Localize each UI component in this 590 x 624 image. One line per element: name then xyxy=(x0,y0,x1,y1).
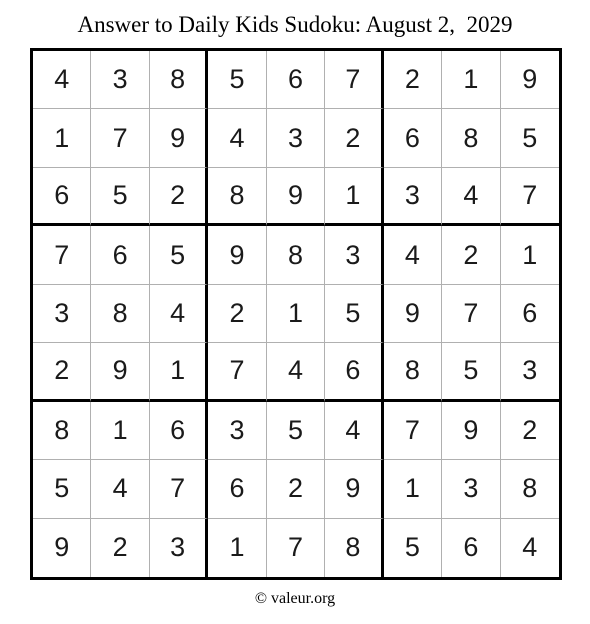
sudoku-cell-r3c2: 5 xyxy=(91,168,149,226)
sudoku-cell-r9c7: 5 xyxy=(384,519,442,577)
sudoku-cell-r6c3: 1 xyxy=(150,343,208,401)
sudoku-cell-r8c6: 9 xyxy=(325,460,383,518)
sudoku-cell-r7c8: 9 xyxy=(442,402,500,460)
sudoku-cell-r1c7: 2 xyxy=(384,51,442,109)
sudoku-cell-r7c7: 7 xyxy=(384,402,442,460)
sudoku-cell-r3c4: 8 xyxy=(208,168,266,226)
sudoku-cell-r7c3: 6 xyxy=(150,402,208,460)
sudoku-cell-r6c4: 7 xyxy=(208,343,266,401)
sudoku-cell-r3c9: 7 xyxy=(501,168,559,226)
sudoku-cell-r4c7: 4 xyxy=(384,226,442,284)
sudoku-cell-r2c1: 1 xyxy=(33,109,91,167)
sudoku-cell-r2c3: 9 xyxy=(150,109,208,167)
sudoku-cell-r2c5: 3 xyxy=(267,109,325,167)
sudoku-cell-r5c3: 4 xyxy=(150,285,208,343)
sudoku-cell-r3c3: 2 xyxy=(150,168,208,226)
sudoku-cell-r7c2: 1 xyxy=(91,402,149,460)
sudoku-cell-r8c8: 3 xyxy=(442,460,500,518)
sudoku-cell-r8c7: 1 xyxy=(384,460,442,518)
sudoku-cell-r4c9: 1 xyxy=(501,226,559,284)
sudoku-cell-r9c4: 1 xyxy=(208,519,266,577)
sudoku-cell-r5c5: 1 xyxy=(267,285,325,343)
sudoku-cell-r1c5: 6 xyxy=(267,51,325,109)
sudoku-cell-r1c6: 7 xyxy=(325,51,383,109)
sudoku-cell-r6c6: 6 xyxy=(325,343,383,401)
sudoku-board xyxy=(30,48,562,580)
sudoku-cell-r3c8: 4 xyxy=(442,168,500,226)
sudoku-cell-r1c2: 3 xyxy=(91,51,149,109)
sudoku-cell-r2c8: 8 xyxy=(442,109,500,167)
sudoku-cell-r7c5: 5 xyxy=(267,402,325,460)
sudoku-cell-r6c9: 3 xyxy=(501,343,559,401)
sudoku-cell-r4c6: 3 xyxy=(325,226,383,284)
page-title: Answer to Daily Kids Sudoku: August 2, 2029 xyxy=(77,12,513,37)
sudoku-cell-r7c1: 8 xyxy=(33,402,91,460)
sudoku-cell-r7c9: 2 xyxy=(501,402,559,460)
sudoku-cell-r1c3: 8 xyxy=(150,51,208,109)
sudoku-cell-r9c5: 7 xyxy=(267,519,325,577)
sudoku-cell-r8c3: 7 xyxy=(150,460,208,518)
sudoku-cell-r3c6: 1 xyxy=(325,168,383,226)
sudoku-cell-r2c6: 2 xyxy=(325,109,383,167)
sudoku-cell-r7c6: 4 xyxy=(325,402,383,460)
sudoku-cell-r9c2: 2 xyxy=(91,519,149,577)
sudoku-cell-r5c8: 7 xyxy=(442,285,500,343)
sudoku-cell-r6c7: 8 xyxy=(384,343,442,401)
sudoku-cell-r4c8: 2 xyxy=(442,226,500,284)
sudoku-cell-r6c2: 9 xyxy=(91,343,149,401)
sudoku-cell-r4c3: 5 xyxy=(150,226,208,284)
sudoku-cell-r5c7: 9 xyxy=(384,285,442,343)
sudoku-cell-r7c4: 3 xyxy=(208,402,266,460)
sudoku-cell-r5c9: 6 xyxy=(501,285,559,343)
sudoku-cell-r5c2: 8 xyxy=(91,285,149,343)
sudoku-cell-r9c1: 9 xyxy=(33,519,91,577)
sudoku-cell-r4c4: 9 xyxy=(208,226,266,284)
sudoku-cell-r5c4: 2 xyxy=(208,285,266,343)
sudoku-cell-r3c7: 3 xyxy=(384,168,442,226)
sudoku-cell-r1c4: 5 xyxy=(208,51,266,109)
sudoku-cell-r9c6: 8 xyxy=(325,519,383,577)
sudoku-cell-r1c8: 1 xyxy=(442,51,500,109)
sudoku-cell-r6c8: 5 xyxy=(442,343,500,401)
sudoku-cell-r4c1: 7 xyxy=(33,226,91,284)
sudoku-cell-r2c7: 6 xyxy=(384,109,442,167)
sudoku-cell-r8c1: 5 xyxy=(33,460,91,518)
sudoku-cell-r9c8: 6 xyxy=(442,519,500,577)
copyright-footer: © valeur.org xyxy=(254,590,336,607)
sudoku-cell-r8c9: 8 xyxy=(501,460,559,518)
sudoku-cell-r6c5: 4 xyxy=(267,343,325,401)
sudoku-cell-r8c2: 4 xyxy=(91,460,149,518)
sudoku-cell-r2c4: 4 xyxy=(208,109,266,167)
sudoku-cell-r4c5: 8 xyxy=(267,226,325,284)
sudoku-cell-r5c6: 5 xyxy=(325,285,383,343)
sudoku-cell-r1c1: 4 xyxy=(33,51,91,109)
sudoku-cell-r1c9: 9 xyxy=(501,51,559,109)
sudoku-cell-r3c5: 9 xyxy=(267,168,325,226)
sudoku-cell-r2c9: 5 xyxy=(501,109,559,167)
sudoku-cell-r9c3: 3 xyxy=(150,519,208,577)
sudoku-cell-r4c2: 6 xyxy=(91,226,149,284)
sudoku-cell-r5c1: 3 xyxy=(33,285,91,343)
sudoku-cell-r6c1: 2 xyxy=(33,343,91,401)
sudoku-cell-r2c2: 7 xyxy=(91,109,149,167)
sudoku-cell-r8c5: 2 xyxy=(267,460,325,518)
sudoku-cell-r8c4: 6 xyxy=(208,460,266,518)
sudoku-cell-r3c1: 6 xyxy=(33,168,91,226)
sudoku-cell-r9c9: 4 xyxy=(501,519,559,577)
